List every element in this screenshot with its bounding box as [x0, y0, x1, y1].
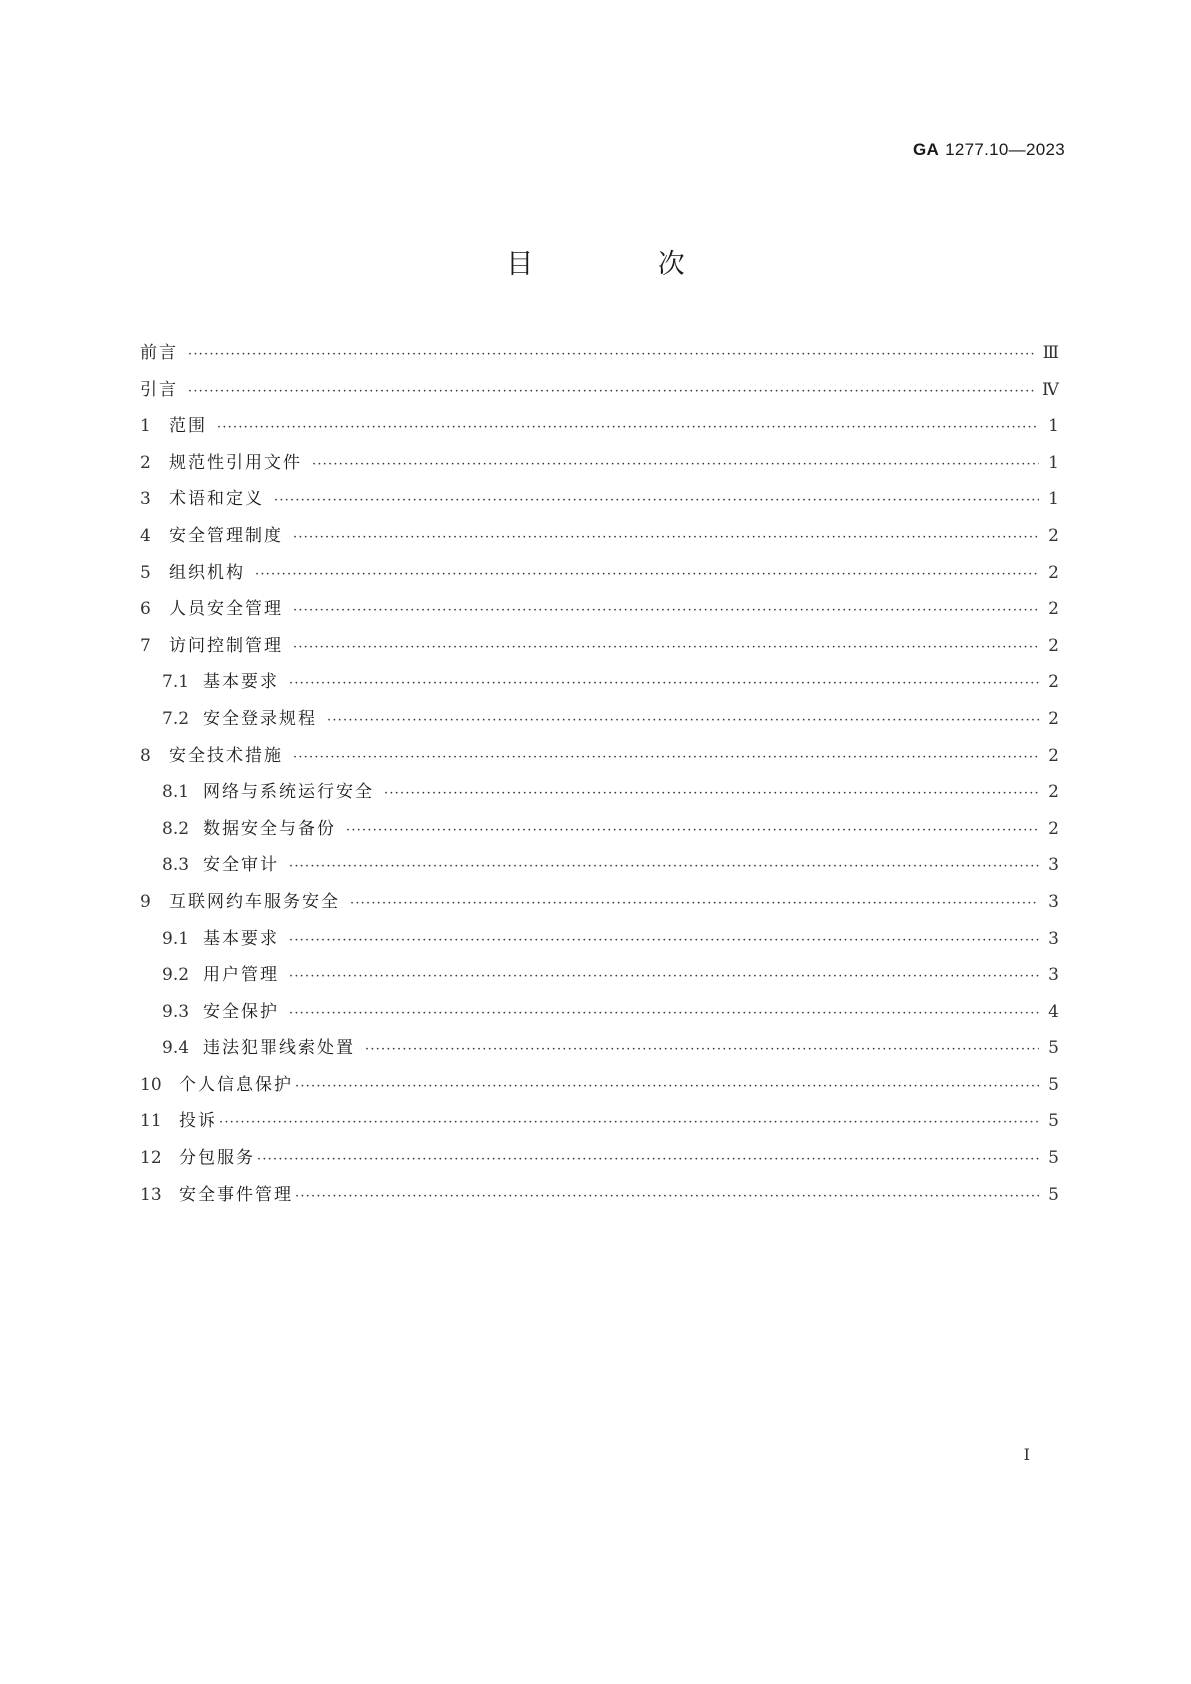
- toc-entry-7-1[interactable]: [140, 667, 1059, 704]
- toc-entry-number: 7.1: [162, 672, 190, 693]
- toc-entry-number: 9.4: [162, 1038, 190, 1059]
- toc-leader-dots: [327, 713, 1039, 728]
- toc-entry-label: 安全审计: [203, 855, 279, 876]
- toc-entry-4[interactable]: [140, 521, 1059, 558]
- toc-leader-dots: [188, 384, 1036, 399]
- toc-entry-page: 3: [1048, 855, 1059, 876]
- toc-entry-page: 1: [1048, 452, 1059, 473]
- toc-entry-number: 1: [140, 416, 151, 437]
- toc-entry-page: 2: [1048, 562, 1059, 583]
- toc-leader-dots: [312, 457, 1039, 472]
- toc-entry-page: 2: [1048, 672, 1059, 693]
- toc-entry-label: 前言: [140, 343, 178, 363]
- toc-entry-page: 2: [1048, 818, 1059, 839]
- toc-entry-8-2[interactable]: [140, 814, 1059, 851]
- toc-entry-number: 13: [140, 1184, 162, 1205]
- toc-entry-number: 3: [140, 489, 151, 510]
- table-of-contents: [140, 338, 1059, 1216]
- toc-entry-number: 8.1: [162, 782, 190, 803]
- toc-entry-label: 安全保护: [203, 1001, 279, 1022]
- page-number: I: [1023, 1445, 1030, 1464]
- toc-leader-dots: [293, 530, 1039, 545]
- toc-entry-number: 8: [140, 745, 151, 766]
- toc-leader-dots: [255, 567, 1039, 582]
- toc-entry-page: 3: [1048, 965, 1059, 986]
- toc-entry-label: 范围: [169, 416, 207, 437]
- toc-entry-13[interactable]: [140, 1180, 1059, 1217]
- toc-leader-dots: [289, 1006, 1039, 1021]
- toc-entry-number: 11: [140, 1111, 162, 1132]
- toc-entry-introduction[interactable]: [140, 375, 1059, 412]
- toc-entry-page: 2: [1048, 525, 1059, 546]
- toc-entry-page: 5: [1048, 1038, 1059, 1059]
- toc-entry-8[interactable]: [140, 741, 1059, 778]
- toc-entry-7-2[interactable]: [140, 704, 1059, 741]
- toc-leader-dots: [295, 1189, 1039, 1204]
- toc-entry-number: 4: [140, 525, 151, 546]
- toc-entry-label: 人员安全管理: [169, 599, 283, 620]
- toc-entry-1[interactable]: [140, 411, 1059, 448]
- standard-code: [913, 140, 1065, 160]
- toc-entry-page: 4: [1048, 1001, 1059, 1022]
- toc-entry-label: 个人信息保护: [179, 1074, 293, 1095]
- toc-entry-7[interactable]: [140, 631, 1059, 668]
- toc-entry-label: 基本要求: [203, 928, 279, 949]
- toc-leader-dots: [293, 640, 1039, 655]
- toc-entry-label: 分包服务: [179, 1148, 255, 1169]
- toc-entry-number: 10: [140, 1074, 162, 1095]
- toc-entry-page: Ⅳ: [1042, 379, 1059, 400]
- toc-entry-label: 用户管理: [203, 965, 279, 986]
- toc-entry-number: 8.3: [162, 855, 190, 876]
- toc-entry-number: 5: [140, 562, 151, 583]
- toc-leader-dots: [289, 676, 1039, 691]
- toc-entry-number: 2: [140, 452, 151, 473]
- toc-entry-number: 12: [140, 1148, 162, 1169]
- toc-entry-label: 组织机构: [169, 562, 245, 583]
- toc-leader-dots: [289, 859, 1039, 874]
- standard-code-number: 1277.10—2023: [945, 140, 1065, 159]
- toc-leader-dots: [219, 1115, 1039, 1130]
- toc-entry-9-1[interactable]: [140, 924, 1059, 961]
- toc-entry-9-3[interactable]: [140, 997, 1059, 1034]
- toc-entry-page: Ⅲ: [1042, 343, 1059, 363]
- toc-entry-label: 引言: [140, 379, 178, 400]
- toc-entry-number: 8.2: [162, 818, 190, 839]
- toc-entry-label: 数据安全与备份: [203, 818, 336, 839]
- toc-entry-page: 3: [1048, 928, 1059, 949]
- toc-entry-page: 1: [1048, 489, 1059, 510]
- toc-leader-dots: [350, 896, 1039, 911]
- toc-leader-dots: [257, 1152, 1039, 1167]
- toc-entry-page: 2: [1048, 782, 1059, 803]
- toc-entry-number: 9.1: [162, 928, 190, 949]
- toc-entry-2[interactable]: [140, 448, 1059, 485]
- toc-entry-number: 9.2: [162, 965, 190, 986]
- toc-entry-12[interactable]: [140, 1143, 1059, 1180]
- toc-entry-6[interactable]: [140, 594, 1059, 631]
- toc-leader-dots: [217, 420, 1039, 435]
- toc-entry-9-4[interactable]: [140, 1033, 1059, 1070]
- toc-entry-label: 安全事件管理: [179, 1184, 293, 1205]
- standard-code-prefix: GA: [913, 140, 940, 159]
- toc-leader-dots: [289, 933, 1039, 948]
- toc-entry-label: 网络与系统运行安全: [203, 782, 374, 803]
- toc-entry-10[interactable]: [140, 1070, 1059, 1107]
- toc-entry-label: 安全管理制度: [169, 525, 283, 546]
- toc-leader-dots: [295, 1079, 1039, 1094]
- toc-leader-dots: [384, 786, 1039, 801]
- toc-entry-11[interactable]: [140, 1106, 1059, 1143]
- toc-entry-page: 5: [1048, 1148, 1059, 1169]
- toc-entry-page: 5: [1048, 1074, 1059, 1095]
- toc-title: 目 次: [506, 249, 743, 280]
- toc-entry-label: 安全登录规程: [203, 708, 317, 729]
- toc-entry-label: 规范性引用文件: [169, 452, 302, 473]
- toc-entry-label: 术语和定义: [169, 489, 264, 510]
- toc-entry-page: 2: [1048, 708, 1059, 729]
- toc-entry-number: 9: [140, 891, 151, 912]
- toc-entry-label: 访问控制管理: [169, 635, 283, 656]
- toc-entry-label: 投诉: [179, 1111, 217, 1132]
- toc-entry-label: 互联网约车服务安全: [169, 891, 340, 912]
- toc-leader-dots: [188, 347, 1037, 362]
- toc-entry-page: 2: [1048, 599, 1059, 620]
- toc-entry-9[interactable]: [140, 887, 1059, 924]
- toc-entry-3[interactable]: [140, 484, 1059, 521]
- toc-leader-dots: [274, 493, 1039, 508]
- toc-entry-8-1[interactable]: [140, 777, 1059, 814]
- toc-entry-5[interactable]: [140, 558, 1059, 595]
- toc-leader-dots: [289, 969, 1039, 984]
- toc-entry-page: 3: [1048, 891, 1059, 912]
- toc-leader-dots: [365, 1042, 1039, 1057]
- toc-entry-page: 2: [1048, 635, 1059, 656]
- toc-entry-label: 违法犯罪线索处置: [203, 1038, 355, 1059]
- toc-entry-number: 9.3: [162, 1001, 190, 1022]
- toc-leader-dots: [346, 823, 1039, 838]
- toc-entry-page: 1: [1048, 416, 1059, 437]
- toc-entry-foreword[interactable]: [140, 338, 1059, 375]
- toc-entry-number: 7: [140, 635, 151, 656]
- toc-entry-9-2[interactable]: [140, 960, 1059, 997]
- toc-entry-label: 基本要求: [203, 672, 279, 693]
- toc-leader-dots: [293, 603, 1039, 618]
- toc-entry-page: 2: [1048, 745, 1059, 766]
- toc-entry-page: 5: [1048, 1111, 1059, 1132]
- toc-entry-number: 6: [140, 599, 151, 620]
- toc-entry-page: 5: [1048, 1184, 1059, 1205]
- toc-leader-dots: [293, 750, 1039, 765]
- toc-entry-label: 安全技术措施: [169, 745, 283, 766]
- toc-entry-number: 7.2: [162, 708, 190, 729]
- toc-entry-8-3[interactable]: [140, 850, 1059, 887]
